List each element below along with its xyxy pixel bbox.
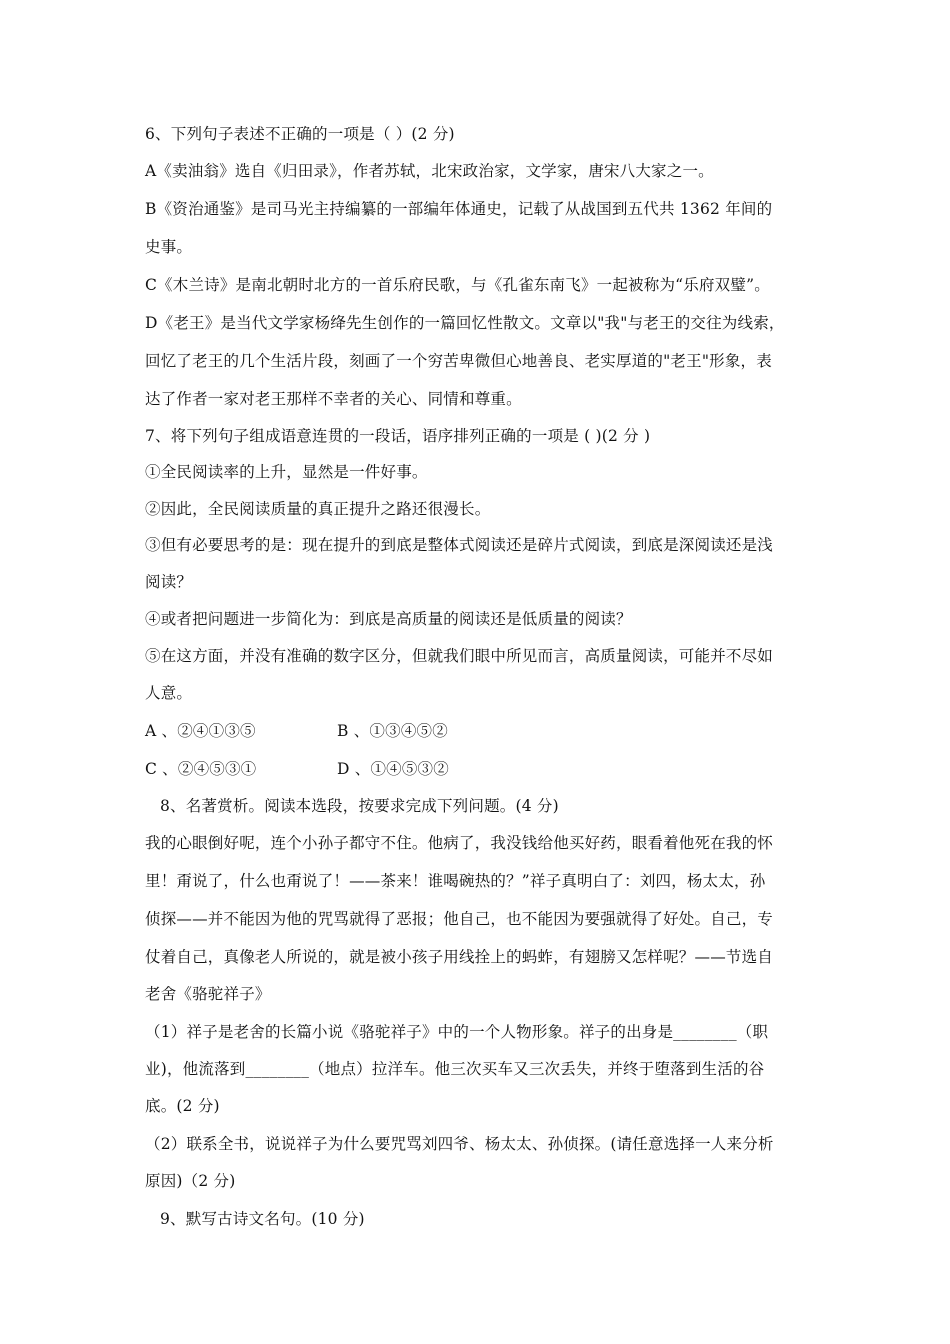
q7-options-row-1 (145, 721, 810, 741)
q7-option-b: B 、①③④⑤② (337, 722, 448, 740)
q7-sentence-5-cont: 人意。 (145, 684, 193, 702)
q8-subquestion-2: （2）联系全书，说说祥子为什么要咒骂刘四爷、杨太太、孙侦探。(请任意选择一人来分析 (145, 1135, 774, 1153)
q7-option-c: C 、②④⑤③① (145, 760, 257, 778)
q7-sentence-2: ②因此，全民阅读质量的真正提升之路还很漫长。 (145, 500, 491, 518)
q8-subquestion-1-cont: 业)，他流落到________（地点）拉洋车。他三次买车又三次丢失，并终于堕落到生活的谷 (145, 1060, 765, 1078)
q7-sentence-1: ①全民阅读率的上升，显然是一件好事。 (145, 463, 428, 481)
q7-sentence-3-cont: 阅读？ (145, 573, 193, 591)
q8-passage: 里！甭说了，什么也甭说了！——茶来！谁喝碗热的？”祥子真明白了：刘四，杨太太，孙 (145, 872, 766, 890)
question-8-stem: 8、名著赏析。阅读本选段，按要求完成下列问题。(4 分) (160, 797, 559, 815)
q8-passage-source: 老舍《骆驼祥子》 (145, 985, 271, 1003)
q8-subquestion-2-cont: 原因)（2 分) (145, 1172, 236, 1190)
q7-option-d: D 、①④⑤③② (337, 760, 449, 778)
q6-option-b-cont: 史事。 (145, 238, 193, 256)
question-9-stem: 9、默写古诗文名句。(10 分) (160, 1210, 365, 1228)
q7-option-a: A 、②④①③⑤ (145, 722, 256, 740)
q7-sentence-5: ⑤在这方面，并没有准确的数字区分，但就我们眼中所见而言，高质量阅读，可能并不尽如 (145, 647, 774, 665)
q7-sentence-4: ④或者把问题进一步简化为：到底是高质量的阅读还是低质量的阅读？ (145, 610, 632, 628)
q7-options-row-2 (145, 759, 810, 779)
q6-option-d: D《老王》是当代文学家杨绛先生创作的一篇回忆性散文。文章以"我"与老王的交往为线索， (145, 314, 785, 332)
q7-sentence-3: ③但有必要思考的是：现在提升的到底是整体式阅读还是碎片式阅读，到底是深阅读还是浅 (145, 536, 774, 554)
q8-subquestion-1-cont: 底。(2 分) (145, 1097, 220, 1115)
question-7-stem: 7、将下列句子组成语意连贯的一段话，语序排列正确的一项是 ( )(2 分 ) (145, 427, 651, 445)
q6-option-d-cont: 回忆了老王的几个生活片段，刻画了一个穷苦卑微但心地善良、老实厚道的"老王"形象，表 (145, 352, 772, 370)
q8-passage: 侦探——并不能因为他的咒骂就得了恶报；他自己，也不能因为要强就得了好处。自己，专 (145, 910, 774, 928)
q6-option-b: B《资治通鉴》是司马光主持编纂的一部编年体通史，记载了从战国到五代共 1362 年间的 (145, 200, 773, 218)
q6-option-a: A《卖油翁》选自《归田录》，作者苏轼，北宋政治家，文学家，唐宋八大家之一。 (145, 162, 714, 180)
q6-option-c: C《木兰诗》是南北朝时北方的一首乐府民歌，与《孔雀东南飞》一起被称为“乐府双璧”。 (145, 276, 770, 294)
q8-passage: 我的心眼倒好呢，连个小孙子都守不住。他病了，我没钱给他买好药，眼看着他死在我的怀 (145, 834, 774, 852)
q8-subquestion-1: （1）祥子是老舍的长篇小说《骆驼祥子》中的一个人物形象。祥子的出身是________（职 (145, 1023, 769, 1041)
question-6-stem: 6、下列句子表述不正确的一项是（ ）(2 分) (145, 125, 455, 143)
q8-passage: 仗着自己，真像老人所说的，就是被小孩子用线拴上的蚂蚱，有翅膀又怎样呢？——节选自 (145, 948, 774, 966)
q6-option-d-cont: 达了作者一家对老王那样不幸者的关心、同情和尊重。 (145, 390, 522, 408)
